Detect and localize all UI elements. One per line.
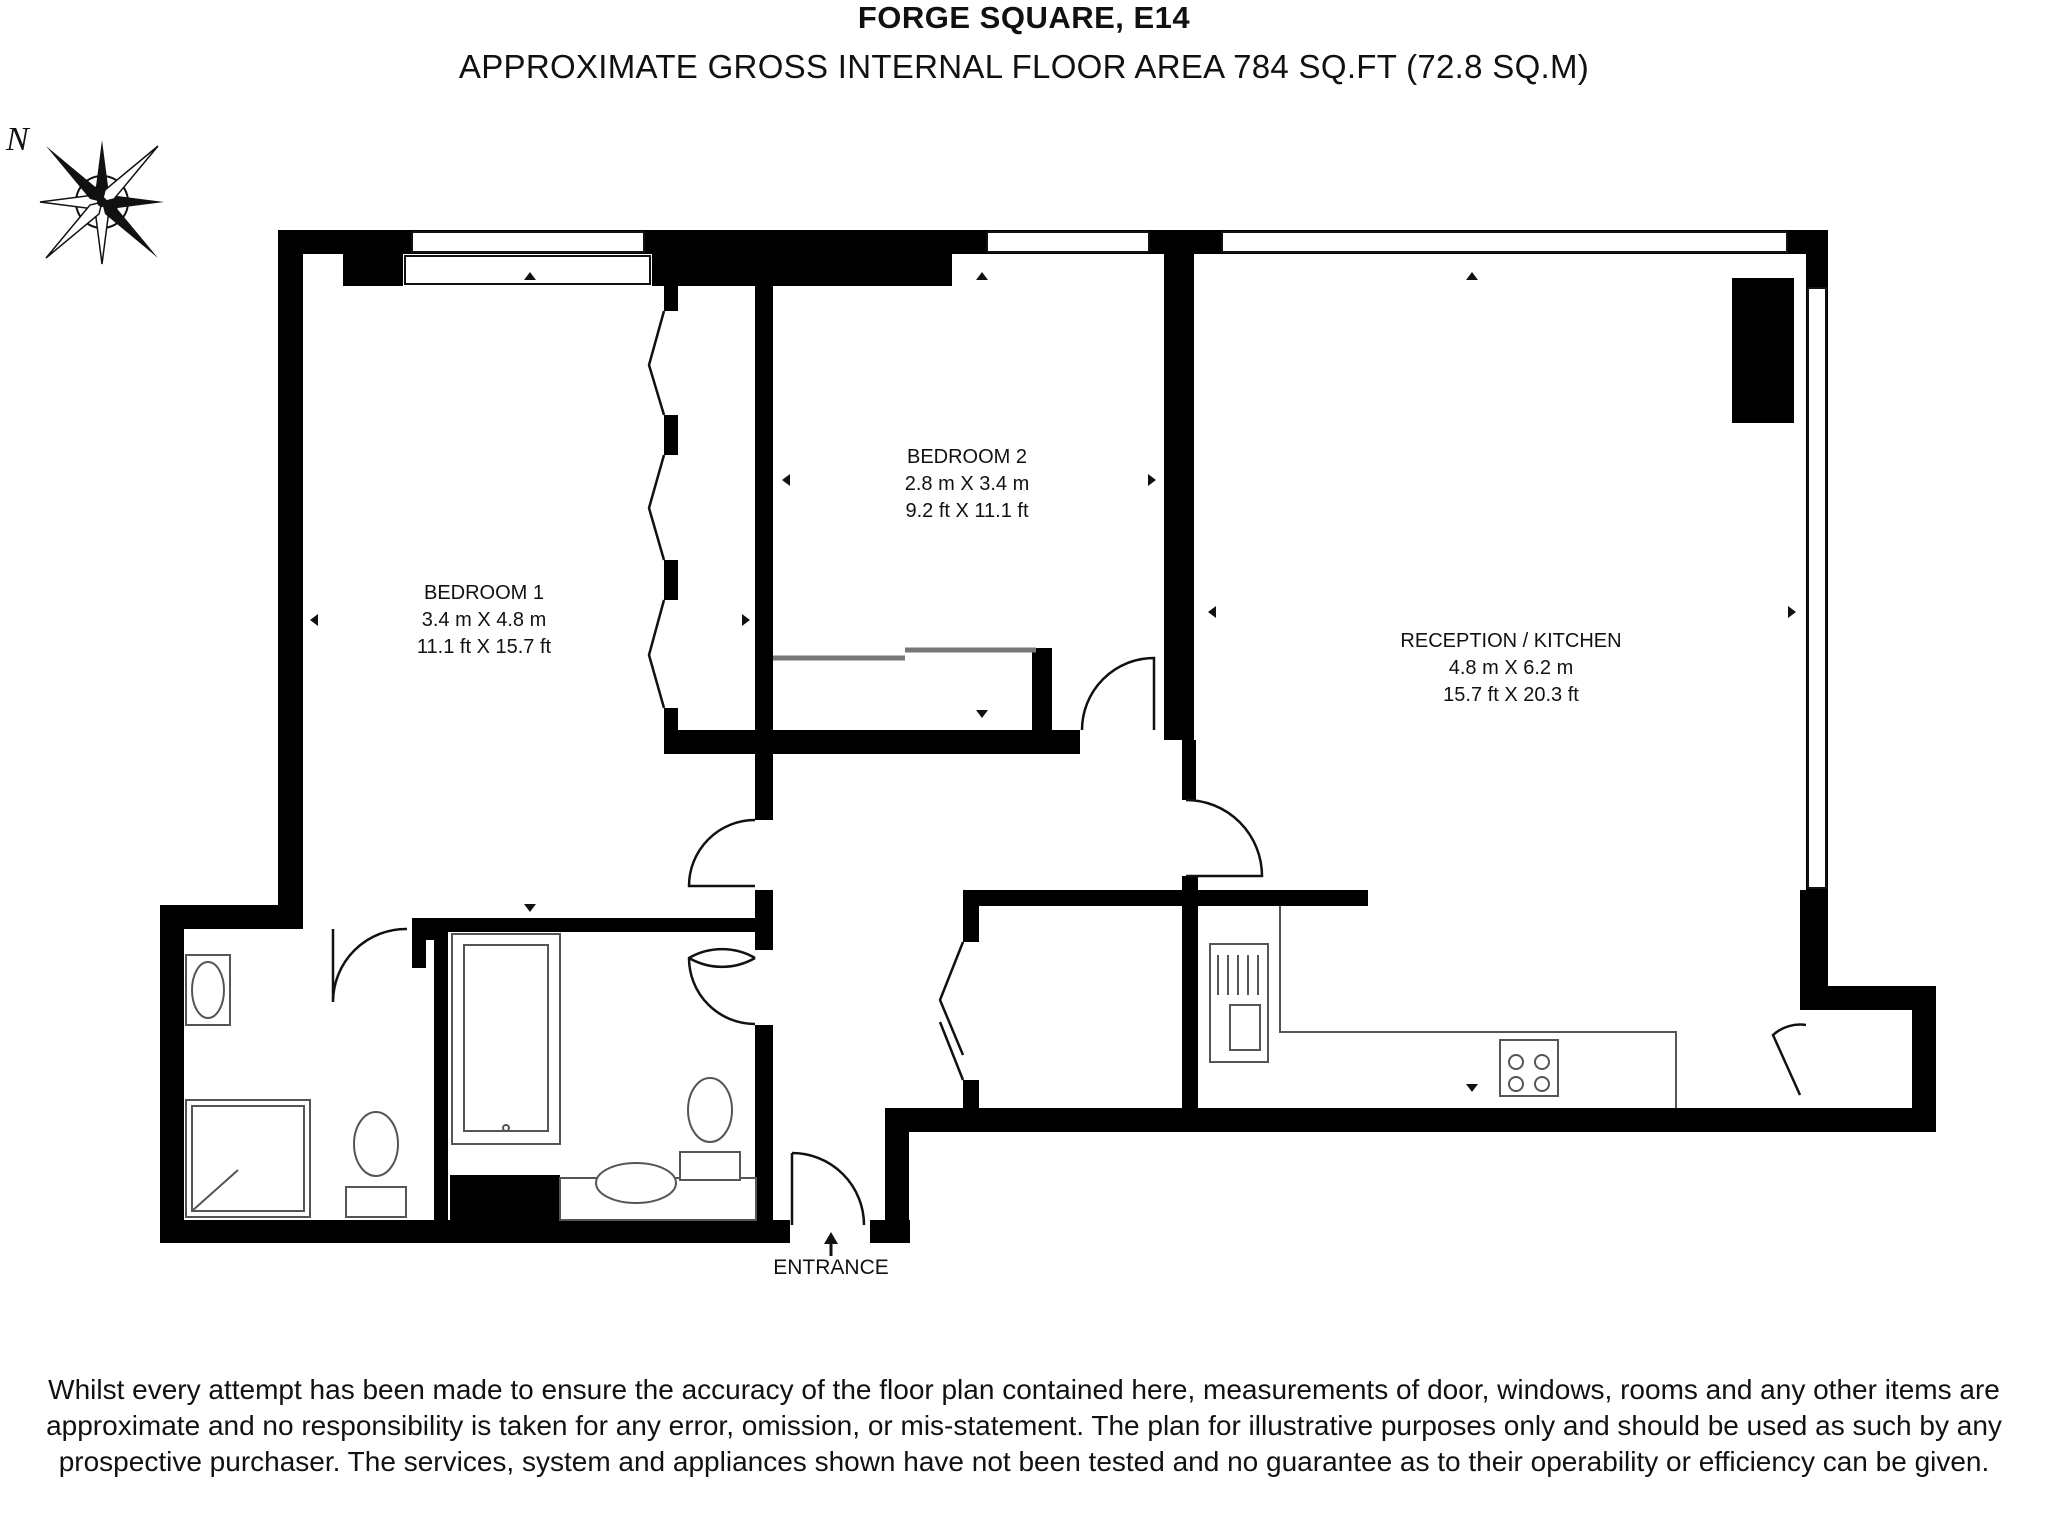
wardrobe-doors: [649, 311, 664, 708]
bedroom2-metric: 2.8 m X 3.4 m: [904, 473, 1030, 495]
hob-icon: [1500, 1040, 1558, 1096]
bedroom2-imperial: 9.2 ft X 11.1 ft: [905, 500, 1029, 522]
bedroom1-name: BEDROOM 1: [423, 582, 545, 604]
sliding-wardrobe: [773, 650, 1036, 658]
kitchen-worktop: [1280, 906, 1676, 1108]
reception-metric: 4.8 m X 6.2 m: [1448, 657, 1574, 679]
reception-imperial: 15.7 ft X 20.3 ft: [1443, 684, 1579, 706]
bathroom-door: [689, 949, 755, 1024]
kitchen-fixtures: [1210, 906, 1676, 1108]
disclaimer-text: Whilst every attempt has been made to ensure the accuracy of the floor plan contained here, measurements of door, windows, rooms and any other items are approximate and no responsibility is taken for any error, omission, or mis-statement. The plan for illustrative purposes only and should be used as such by any prospective purchaser. The services, system and appliances shown have not been tested and no guarantee as to their operability or efficiency can be given.: [46, 1374, 2002, 1477]
entrance-arrow-icon: [824, 1232, 838, 1256]
bath-cistern: [680, 1152, 740, 1180]
room-label-reception: [1400, 630, 1621, 706]
floor-area-subtitle: APPROXIMATE GROSS INTERNAL FLOOR AREA 784 SQ.FT (72.8 SQ.M): [458, 48, 1590, 85]
hall-cupboard-doors: [940, 942, 963, 1080]
north-label: N: [6, 121, 29, 158]
reception-name: RECEPTION / KITCHEN: [1400, 630, 1622, 652]
bedroom2-name: BEDROOM 2: [906, 446, 1028, 468]
entrance-door: [792, 1153, 864, 1225]
bath-sink: [596, 1163, 676, 1203]
ensuite-toilet: [354, 1112, 398, 1176]
compass-icon: [5, 121, 164, 264]
reception-door: [1186, 800, 1262, 876]
bath-toilet: [688, 1078, 732, 1142]
entrance-label: ENTRANCE: [773, 1256, 889, 1279]
bedroom1-door: [689, 820, 755, 886]
windows: [405, 232, 1826, 888]
bedroom1-imperial: 11.1 ft X 15.7 ft: [416, 636, 552, 658]
cupboard-door: [1773, 1025, 1806, 1095]
plan-title: FORGE SQUARE, E14: [857, 0, 1191, 35]
room-label-bedroom1: [417, 582, 552, 658]
bedroom1-metric: 3.4 m X 4.8 m: [421, 609, 547, 631]
ensuite-door: [333, 929, 407, 1002]
bedroom2-door: [1082, 658, 1154, 730]
walls: [160, 230, 1936, 1243]
room-label-bedroom2: [905, 446, 1030, 522]
ensuite-cistern: [346, 1187, 406, 1217]
